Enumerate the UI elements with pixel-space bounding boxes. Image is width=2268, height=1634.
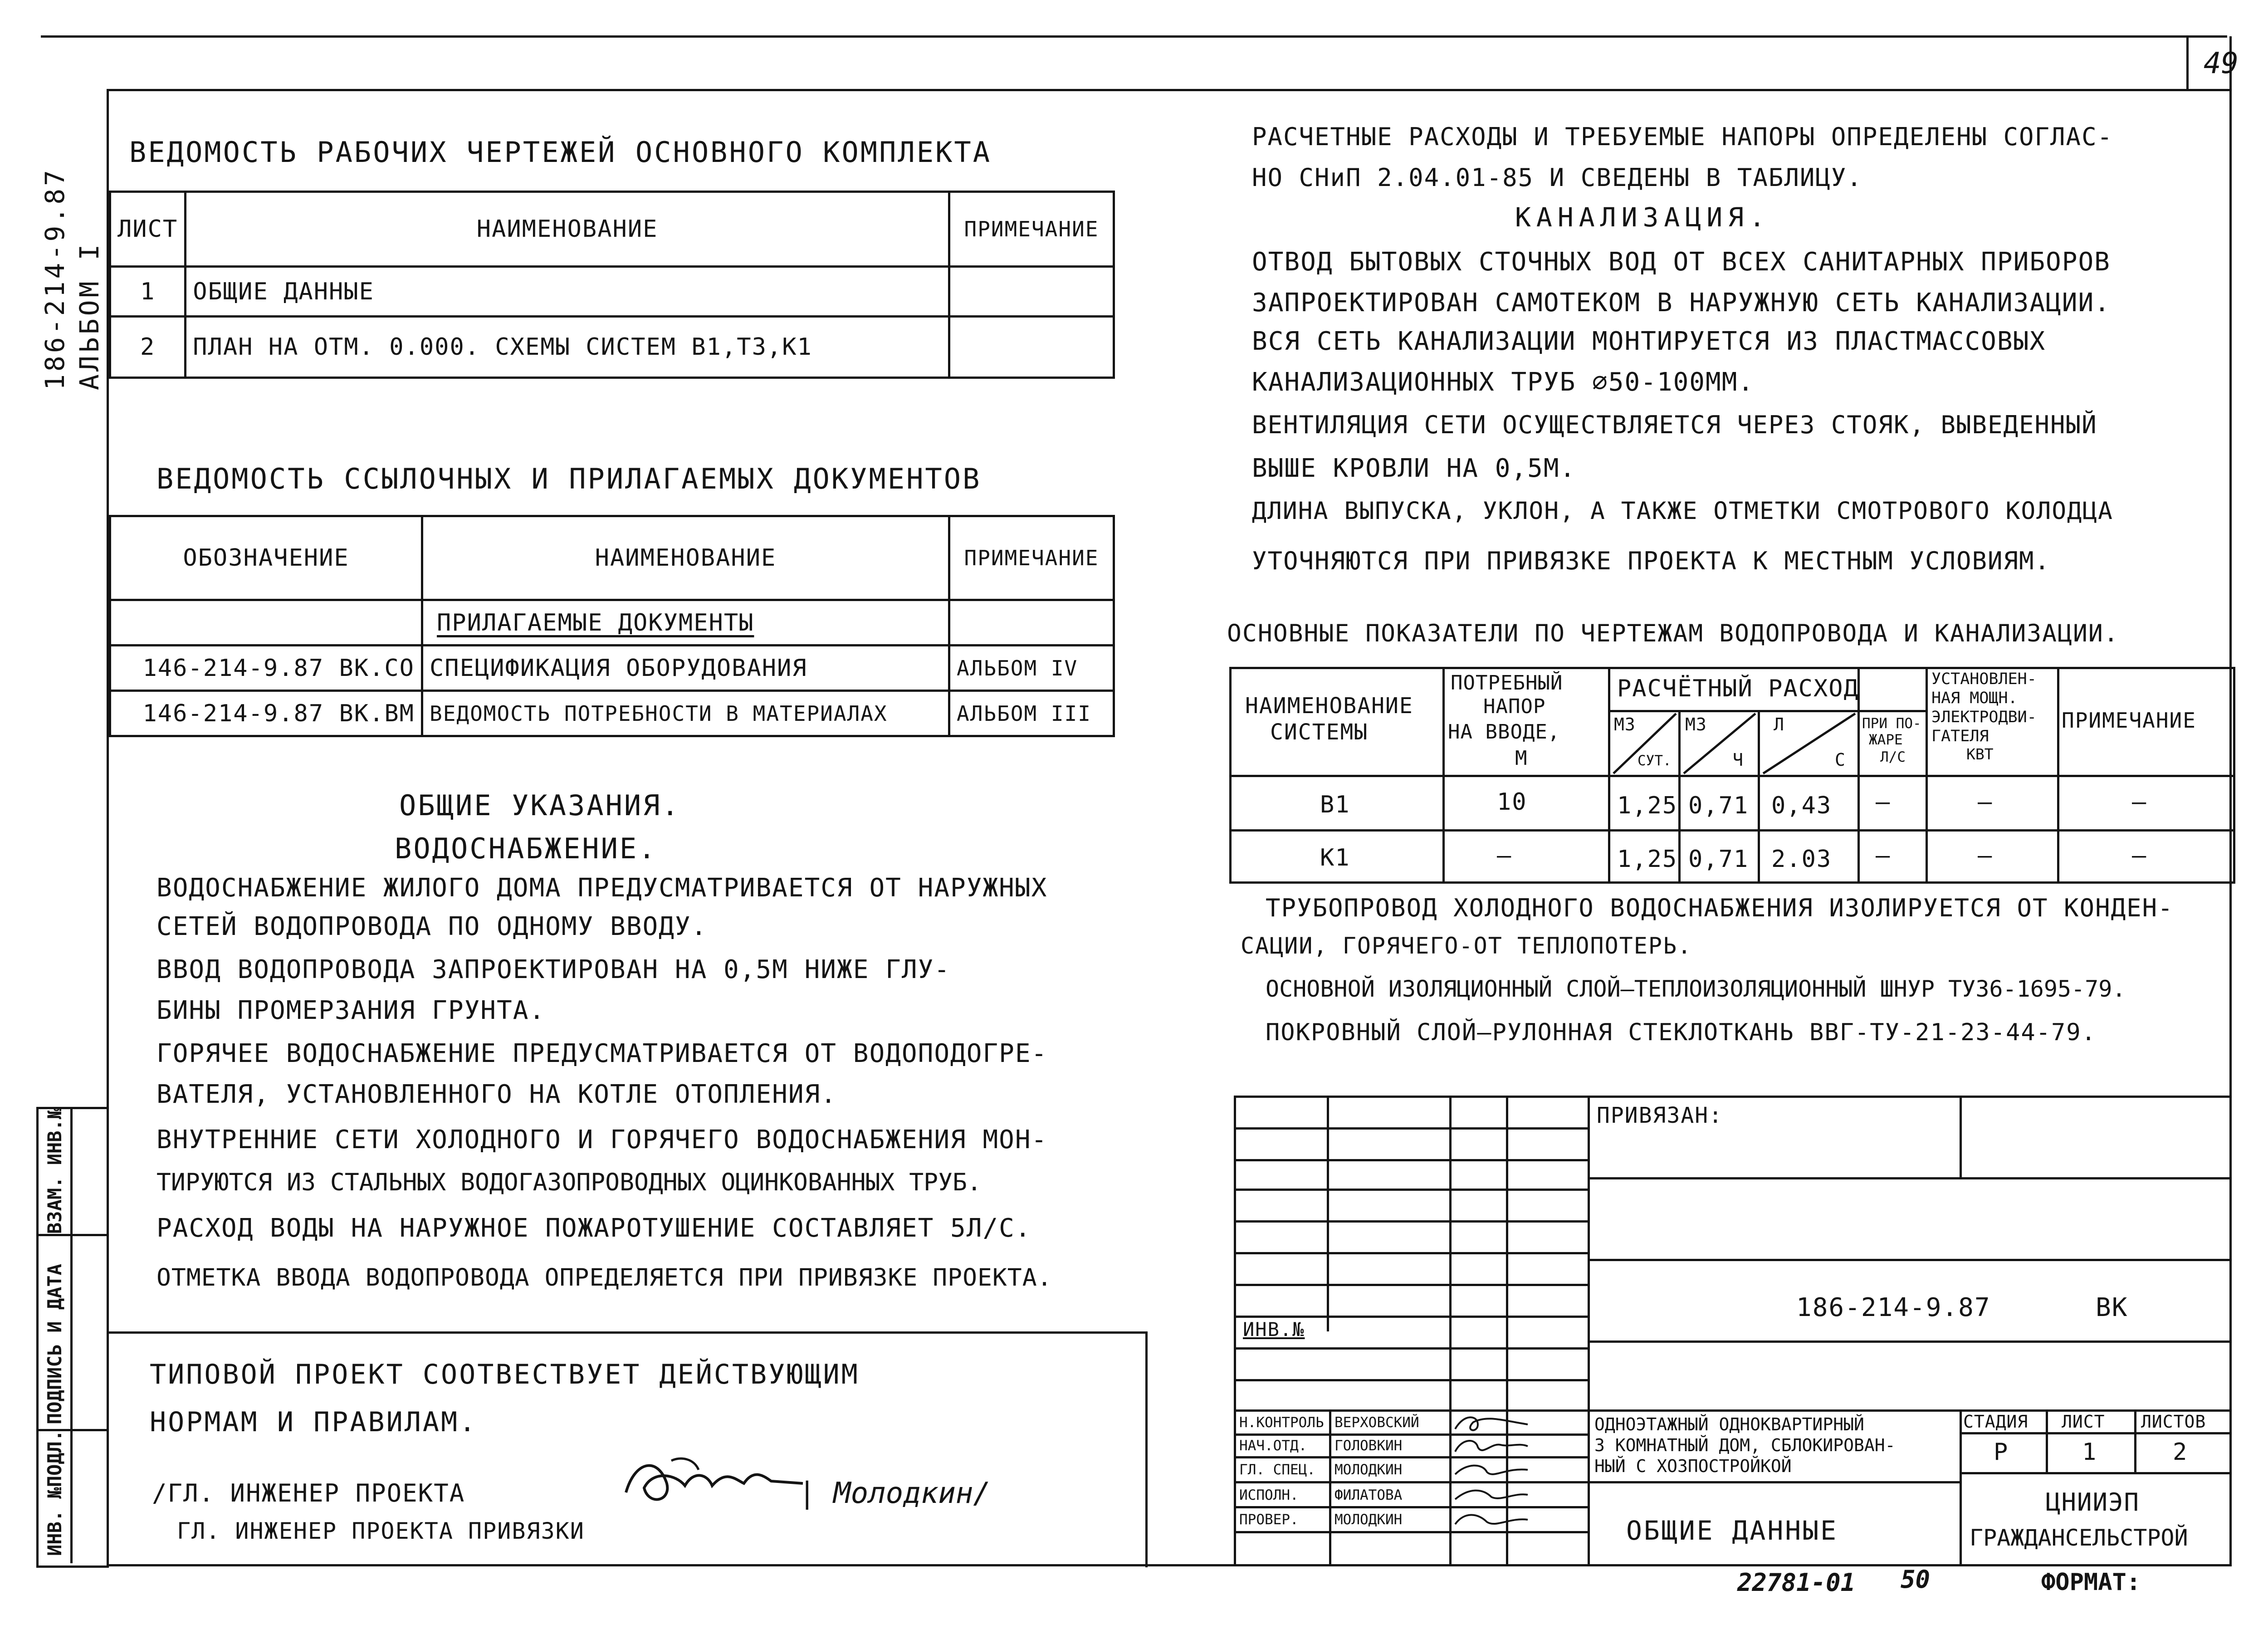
general-heading: ОБЩИЕ УКАЗАНИЯ.	[399, 789, 680, 822]
docs-row2-name: ВЕДОМОСТЬ ПОТРЕБНОСТИ В МАТЕРИАЛАХ	[422, 691, 949, 736]
sheet-number-box-line	[2186, 36, 2189, 91]
docs-row2-code: 146-214-9.87 ВК.ВМ	[110, 691, 422, 736]
tb-v1b	[1329, 1409, 1331, 1565]
sewer-line-1: ОТВОД БЫТОВЫХ СТОЧНЫХ ВОД ОТ ВСЕХ САНИТАРНЫХ ПРИБОРОВ	[1252, 247, 2111, 277]
ind-r2-power: —	[1978, 842, 1993, 869]
tb-h-roles5	[1234, 1531, 1588, 1533]
docs-header-name: НАИМЕНОВАНИЕ	[422, 516, 949, 600]
docs-row1-name: СПЕЦИФИКАЦИЯ ОБОРУДОВАНИЯ	[422, 646, 949, 691]
tb-role-2: НАЧ.ОТД.	[1239, 1438, 1307, 1454]
sheet-number: 49	[2204, 47, 2239, 80]
ind-v7	[1926, 667, 1928, 884]
compliance-line-2: НОРМАМ И ПРАВИЛАМ.	[150, 1406, 478, 1438]
indicators-title: ОСНОВНЫЕ ПОКАЗАТЕЛИ ПО ЧЕРТЕЖАМ ВОДОПРОВОДА И КАНАЛИЗАЦИИ.	[1227, 620, 2119, 647]
footer-number: 22781-01	[1737, 1568, 1856, 1597]
ind-h-power-2: НАЯ МОЩН.	[1931, 689, 2018, 707]
tb-object-2: 3 КОМНАТНЫЙ ДОМ, СБЛОКИРОВАН-	[1594, 1435, 1896, 1455]
ind-h-hour-top: М3	[1685, 714, 1707, 734]
ind-r1-note: —	[2132, 788, 2147, 816]
tb-h-stage2	[1960, 1472, 2232, 1474]
docs-row2-note: АЛЬБОМ III	[949, 691, 1114, 736]
table-row	[110, 317, 1114, 378]
tb-sheets-label: ЛИСТОВ	[2141, 1412, 2206, 1432]
ind-r1-fire: —	[1876, 788, 1891, 816]
title-block	[1234, 1096, 2232, 1565]
docs-section-note	[949, 600, 1114, 646]
general-line-2: СЕТЕЙ ВОДОПРОВОДА ПО ОДНОМУ ВВОДУ.	[156, 912, 708, 941]
tb-doc-code: 186-214-9.87	[1796, 1293, 1991, 1322]
ind-h-power-1: УСТАНОВЛЕН-	[1931, 670, 2037, 688]
ind-line-fire-top	[1857, 710, 1926, 712]
tb-h-left2	[1234, 1159, 1588, 1161]
ind-line-bottom	[1229, 881, 2235, 884]
ind-h-flow: РАСЧЁТНЫЙ РАСХОД	[1617, 675, 1859, 702]
drawings-row1-sheet: 1	[110, 267, 186, 317]
tb-h-roles1	[1234, 1433, 1588, 1436]
tb-h-roles4	[1234, 1506, 1588, 1508]
tb-h-left8	[1234, 1347, 1588, 1350]
tb-sheet-label: ЛИСТ	[2062, 1412, 2105, 1432]
ind-r1-pressure: 10	[1497, 788, 1527, 816]
tb-v6	[1960, 1409, 1962, 1565]
ind-h-pressure-2: НАПОР	[1483, 695, 1546, 718]
drawings-list-table	[109, 191, 1115, 379]
frame-top-line	[107, 89, 2229, 91]
drawings-row1-name: ОБЩИЕ ДАННЫЕ	[186, 267, 949, 317]
ind-h-day-top: М3	[1614, 714, 1636, 734]
water-heading: ВОДОСНАБЖЕНИЕ.	[395, 832, 657, 865]
insulation-line-1: ТРУБОПРОВОД ХОЛОДНОГО ВОДОСНАБЖЕНИЯ ИЗОЛИРУЕТСЯ ОТ КОНДЕН-	[1266, 894, 2174, 922]
drawings-row1-note	[949, 267, 1114, 317]
tb-h-roles2	[1234, 1456, 1588, 1458]
general-line-8: ТИРУЮТСЯ ИЗ СТАЛЬНЫХ ВОДОГАЗОПРОВОДНЫХ ОЦИНКОВАННЫХ ТРУБ.	[156, 1169, 982, 1196]
tb-name-4: ФИЛАТОВА	[1334, 1487, 1403, 1503]
intro-line-2: НО СНиП 2.04.01-85 И СВЕДЕНЫ В ТАБЛИЦУ.	[1252, 163, 1862, 192]
tb-doc-mark: ВК	[2096, 1293, 2128, 1322]
docs-section-empty	[110, 600, 422, 646]
side-inv-field-2: ПОДПИСЬ И ДАТА	[44, 1263, 66, 1424]
drawings-header-name: НАИМЕНОВАНИЕ	[186, 192, 949, 267]
general-line-4: БИНЫ ПРОМЕРЗАНИЯ ГРУНТА.	[156, 996, 546, 1025]
ind-h-pressure-4: М	[1515, 747, 1528, 770]
general-line-3: ВВОД ВОДОПРОВОДА ЗАПРОЕКТИРОВАН НА 0,5М НИЖЕ ГЛУ-	[156, 955, 951, 984]
insulation-line-3: ОСНОВНОЙ ИЗОЛЯЦИОННЫЙ СЛОЙ—ТЕПЛОИЗОЛЯЦИОННЫЙ ШНУР ТУ36-1695-79.	[1266, 976, 2126, 1002]
tb-org-1: ЦНИИЭП	[2046, 1488, 2140, 1517]
sewer-line-7: ДЛИНА ВЫПУСКА, УКЛОН, А ТАКЖЕ ОТМЕТКИ СМОТРОВОГО КОЛОДЦА	[1252, 497, 2113, 525]
table-row	[110, 267, 1114, 317]
ind-r2-hour: 0,71	[1688, 846, 1749, 873]
compliance-sign-1: /ГЛ. ИНЖЕНЕР ПРОЕКТА	[152, 1479, 465, 1507]
sewer-line-8: УТОЧНЯЮТСЯ ПРИ ПРИВЯЗКЕ ПРОЕКТА К МЕСТНЫМ УСЛОВИЯМ.	[1252, 547, 2051, 575]
ind-r2-day: 1,25	[1617, 846, 1678, 873]
tb-name-1: ВЕРХОВСКИЙ	[1334, 1414, 1419, 1431]
drawings-row2-sheet: 2	[110, 317, 186, 378]
ind-h-day-bottom: СУТ.	[1637, 753, 1672, 769]
ind-v1	[1442, 667, 1445, 884]
ind-h-fire-2: ЖАРЕ	[1869, 732, 1903, 748]
tb-h0	[1234, 1096, 2232, 1098]
tb-h-left9	[1234, 1379, 1588, 1381]
tb-h-roles3	[1234, 1481, 1588, 1483]
tb-name-3: МОЛОДКИН	[1334, 1462, 1403, 1478]
docs-row1-code: 146-214-9.87 ВК.СО	[110, 646, 422, 691]
ind-h-power-5: КВТ	[1966, 745, 1994, 763]
ind-r2-system: К1	[1320, 844, 1350, 871]
ind-h-power-3: ЭЛЕКТРОДВИ-	[1931, 708, 2037, 726]
ind-r1-hour: 0,71	[1688, 792, 1749, 819]
ind-r2-fire: —	[1876, 842, 1891, 869]
tb-role-5: ПРОВЕР.	[1239, 1512, 1299, 1528]
side-inv-field-3: ВЗАМ. ИНВ.№	[44, 1107, 66, 1234]
docs-section-label: ПРИЛАГАЕМЫЕ ДОКУМЕНТЫ	[437, 609, 754, 636]
table-row	[110, 691, 1114, 736]
tb-v5	[1960, 1096, 1962, 1177]
general-line-5: ГОРЯЧЕЕ ВОДОСНАБЖЕНИЕ ПРЕДУСМАТРИВАЕТСЯ ОТ ВОДОПОДОГРЕ-	[156, 1039, 1048, 1068]
tb-privyazan: ПРИВЯЗАН:	[1597, 1103, 1723, 1128]
sewer-line-5: ВЕНТИЛЯЦИЯ СЕТИ ОСУЩЕСТВЛЯЕТСЯ ЧЕРЕЗ СТОЯК, ВЫВЕДЕННЫЙ	[1252, 411, 2097, 439]
insulation-line-2: САЦИИ, ГОРЯЧЕГО-ОТ ТЕПЛОПОТЕРЬ.	[1241, 933, 1692, 959]
side-inv-field-1: ИНВ. №ПОДЛ.	[44, 1429, 66, 1556]
ind-v0	[1229, 667, 1232, 884]
sewer-line-3: ВСЯ СЕТЬ КАНАЛИЗАЦИИ МОНТИРУЕТСЯ ИЗ ПЛАСТМАССОВЫХ	[1252, 327, 2046, 356]
docs-list-table	[109, 515, 1115, 737]
tb-v4	[1588, 1096, 1590, 1565]
ind-line-row1-bottom	[1229, 829, 2235, 832]
general-line-9: РАСХОД ВОДЫ НА НАРУЖНОЕ ПОЖАРОТУШЕНИЕ СОСТАВЛЯЕТ 5Л/С.	[156, 1213, 1031, 1243]
tb-h-stage	[1960, 1432, 2232, 1434]
docs-section-title	[422, 600, 949, 646]
ind-line-top	[1229, 667, 2235, 669]
ind-r2-pressure: —	[1497, 842, 1512, 869]
drawings-header-note: ПРИМЕЧАНИЕ	[949, 192, 1114, 267]
compliance-line-1: ТИПОВОЙ ПРОЕКТ СООТВЕСТВУЕТ ДЕЙСТВУЮЩИМ	[150, 1359, 860, 1390]
tb-name-2: ГОЛОВКИН	[1334, 1438, 1403, 1454]
tb-stage-label: СТАДИЯ	[1963, 1412, 2028, 1432]
ind-h-name-1: НАИМЕНОВАНИЕ	[1245, 693, 1413, 719]
tb-object-1: ОДНОЭТАЖНЫЙ ОДНОКВАРТИРНЫЙ	[1594, 1414, 1864, 1434]
side-inv-box	[36, 1107, 109, 1568]
sewer-line-4: КАНАЛИЗАЦИОННЫХ ТРУБ ∅50-100ММ.	[1252, 367, 1755, 397]
drawings-row2-name: ПЛАН НА ОТМ. 0.000. СХЕМЫ СИСТЕМ В1,Т3,К1	[186, 317, 949, 378]
ind-h-fire-1: ПРИ ПО-	[1862, 715, 1921, 732]
docs-header-note: ПРИМЕЧАНИЕ	[949, 516, 1114, 600]
footer-page: 50	[1901, 1565, 1931, 1594]
side-code: 186-214-9.87	[39, 167, 70, 390]
ind-r1-system: В1	[1320, 791, 1350, 818]
docs-row1-note: АЛЬБОМ IV	[949, 646, 1114, 691]
tb-v7	[2046, 1409, 2048, 1473]
ind-h-fire-3: Л/С	[1880, 749, 1906, 765]
tb-v0	[1234, 1096, 1236, 1565]
tb-object-3: НЫЙ С ХОЗПОСТРОЙКОЙ	[1594, 1456, 1792, 1476]
tb-v8	[2134, 1409, 2136, 1473]
ind-r1-power: —	[1978, 788, 1993, 816]
tb-h-object	[1588, 1481, 1960, 1483]
ind-h-sec-top: Л	[1774, 714, 1784, 734]
ind-h-pressure-3: НА ВВОДЕ,	[1448, 720, 1560, 744]
tb-role-1: Н.КОНТРОЛЬ	[1239, 1414, 1324, 1431]
drawings-list-title: ВЕДОМОСТЬ РАБОЧИХ ЧЕРТЕЖЕЙ ОСНОВНОГО КОМПЛЕКТА	[129, 136, 992, 169]
tb-org-2: ГРАЖДАНСЕЛЬСТРОЙ	[1970, 1525, 2188, 1551]
general-line-7: ВНУТРЕННИЕ СЕТИ ХОЛОДНОГО И ГОРЯЧЕГО ВОДОСНАБЖЕНИЯ МОН-	[156, 1125, 1048, 1155]
compliance-name: | Молодкин/	[798, 1477, 991, 1510]
ind-h-hour-bottom: Ч	[1733, 750, 1744, 770]
tb-role-4: ИСПОЛН.	[1239, 1487, 1299, 1503]
ind-r1-day: 1,25	[1617, 792, 1678, 819]
ind-h-power-4: ГАТЕЛЯ	[1931, 727, 1989, 745]
ind-h-note: ПРИМЕЧАНИЕ	[2062, 708, 2196, 733]
tb-h-right1	[1588, 1177, 2232, 1179]
tb-role-3: ГЛ. СПЕЦ.	[1239, 1462, 1315, 1478]
ind-v9	[2233, 667, 2235, 884]
chief-engineer-signature-icon	[617, 1443, 807, 1515]
tb-h-left3	[1234, 1189, 1588, 1191]
tb-h-left5	[1234, 1252, 1588, 1254]
tb-inv: ИНВ.№	[1243, 1318, 1305, 1340]
ind-h-name-2: СИСТЕМЫ	[1270, 719, 1369, 745]
sewer-heading: КАНАЛИЗАЦИЯ.	[1515, 202, 1771, 233]
table-row	[110, 646, 1114, 691]
general-line-10: ОТМЕТКА ВВОДА ВОДОПРОВОДА ОПРЕДЕЛЯЕТСЯ ПРИ ПРИВЯЗКЕ ПРОЕКТА.	[156, 1264, 1052, 1292]
insulation-line-4: ПОКРОВНЫЙ СЛОЙ—РУЛОННАЯ СТЕКЛОТКАНЬ ВВГ-ТУ-21-23-44-79.	[1266, 1019, 2097, 1046]
drawings-header-sheet: ЛИСТ	[110, 192, 186, 267]
ind-v8	[2057, 667, 2059, 884]
ind-h-sec-bottom: С	[1835, 750, 1846, 770]
sewer-line-2: ЗАПРОЕКТИРОВАН САМОТЕКОМ В НАРУЖНУЮ СЕТЬ КАНАЛИЗАЦИИ.	[1252, 288, 2111, 318]
side-album: АЛЬБОМ I	[74, 241, 105, 390]
general-line-1: ВОДОСНАБЖЕНИЕ ЖИЛОГО ДОМА ПРЕДУСМАТРИВАЕТСЯ ОТ НАРУЖНЫХ	[156, 873, 1048, 903]
top-border	[41, 35, 2227, 38]
general-line-6: ВАТЕЛЯ, УСТАНОВЛЕННОГО НА КОТЛЕ ОТОПЛЕНИЯ.	[156, 1080, 837, 1109]
tb-h-left6	[1234, 1284, 1588, 1286]
sewer-line-6: ВЫШЕ КРОВЛИ НА 0,5М.	[1252, 454, 1576, 483]
tb-h-left4	[1234, 1220, 1588, 1223]
tb-stage: Р	[1994, 1438, 2009, 1466]
tb-h-right2	[1588, 1259, 2232, 1261]
tb-signatures-icon	[1451, 1411, 1532, 1565]
ind-r1-sec: 0,43	[1771, 792, 1832, 819]
ind-r2-note: —	[2132, 842, 2147, 869]
indicators-table	[1229, 667, 2235, 884]
intro-line-1: РАСЧЕТНЫЕ РАСХОДЫ И ТРЕБУЕМЫЕ НАПОРЫ ОПРЕДЕЛЕНЫ СОГЛАС-	[1252, 122, 2113, 151]
tb-name-5: МОЛОДКИН	[1334, 1512, 1403, 1528]
side-inv-divider-v	[70, 1107, 73, 1563]
ind-r2-sec: 2.03	[1771, 846, 1832, 873]
tb-h-right3	[1588, 1340, 2232, 1343]
drawings-row2-note	[949, 317, 1114, 378]
footer-format: ФОРМАТ:	[2041, 1569, 2141, 1596]
tb-v1	[1327, 1096, 1329, 1331]
tb-h-left7	[1234, 1316, 1588, 1318]
tb-sheets: 2	[2173, 1438, 2188, 1466]
docs-header-code: ОБОЗНАЧЕНИЕ	[110, 516, 422, 600]
ind-h-pressure-1: ПОТРЕБНЫЙ	[1451, 671, 1563, 695]
tb-sheet: 1	[2082, 1438, 2097, 1466]
compliance-sign-2: ГЛ. ИНЖЕНЕР ПРОЕКТА ПРИВЯЗКИ	[177, 1518, 585, 1544]
docs-list-title: ВЕДОМОСТЬ ССЫЛОЧНЫХ И ПРИЛАГАЕМЫХ ДОКУМЕНТОВ	[156, 462, 982, 495]
tb-sheet-title: ОБЩИЕ ДАННЫЕ	[1626, 1515, 1838, 1546]
tb-h-left1	[1234, 1127, 1588, 1130]
